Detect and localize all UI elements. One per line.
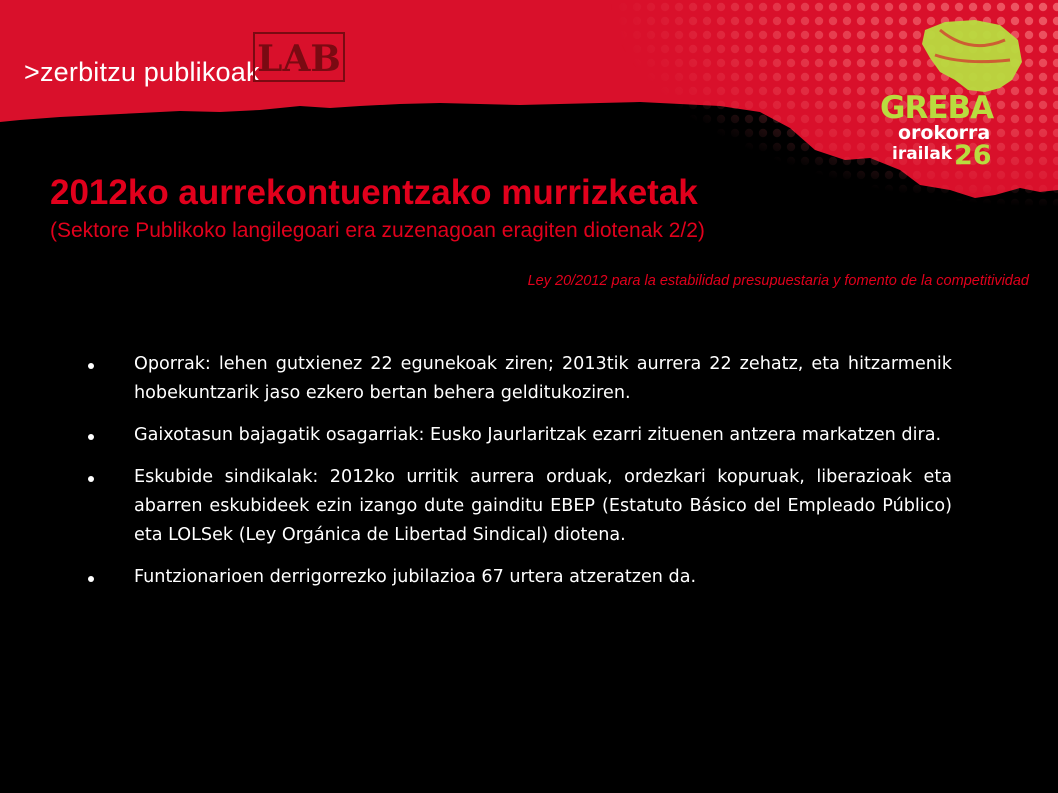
bullet-item [86, 421, 952, 450]
svg-text:LAB: LAB [257, 38, 341, 80]
header-title: >zerbitzu publikoak [24, 57, 260, 87]
bullet-list [86, 350, 952, 605]
bullet-text: Oporrak: lehen gutxienez 22 egunekoak ziren; 2013tik aurrera 22 zehatz, eta hitzarmenik hobekuntzarik jaso ezkero bertan behera gelditukoziren. [134, 354, 952, 403]
bullet-text: Funtzionarioen derrigorrezko jubilazioa 67 urtera atzeratzen da. [134, 567, 697, 587]
bullet-icon [88, 476, 94, 482]
bullet-text: Eskubide sindikalak: 2012ko urritik aurrera orduak, ordezkari kopuruak, liberazioak eta abarren eskubideek ezin izango dute gainditu EBEP (Estatuto Básico del Empleado Público) eta LOLSek (Ley Orgánica de Libertad Sindical) diotena. [134, 467, 952, 545]
bullet-item [86, 463, 952, 550]
slide-title: 2012ko aurrekontuentzako murrizketak [50, 173, 698, 212]
strike-badge [880, 90, 1030, 180]
slide-subtitle: (Sektore Publikoko langilegoari era zuzenagoan eragiten diotenak 2/2) [50, 219, 705, 242]
bullet-item [86, 563, 952, 592]
lab-logo [253, 32, 345, 82]
strike-badge-line2: orokorra [898, 122, 991, 144]
law-reference: Ley 20/2012 para la estabilidad presupuestaria y fomento de la competitividad [527, 273, 1029, 289]
bullet-icon [88, 434, 94, 440]
bullet-icon [88, 576, 94, 582]
strike-badge-number: 26 [954, 140, 992, 171]
bullet-icon [88, 363, 94, 369]
strike-badge-title: GREBA [880, 90, 994, 126]
strike-badge-line3: irailak [892, 144, 953, 164]
bullet-item [86, 350, 952, 408]
bullet-text: Gaixotasun bajagatik osagarriak: Eusko Jaurlaritzak ezarri zituenen antzera markatzen dira. [134, 425, 942, 445]
